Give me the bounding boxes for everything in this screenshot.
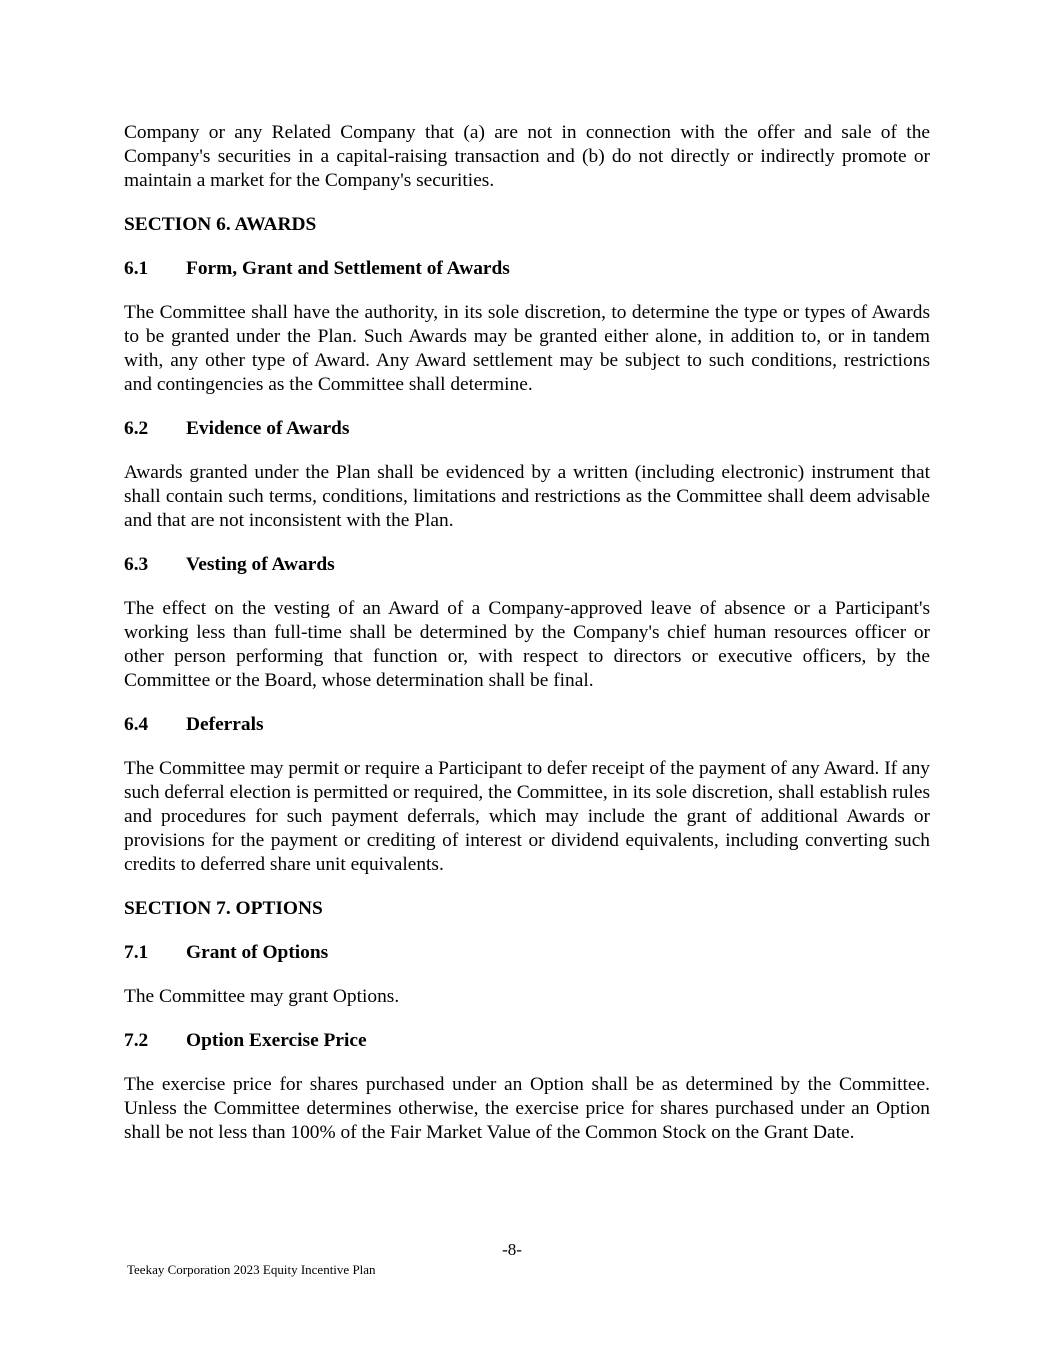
- section-6-1-body: The Committee shall have the authority, in its sole discretion, to determine the type or types of Awards to be granted under the Plan. Such Awards may be granted either alone, in addition to, or in tandem with, any other type of Award. Any Award settlement may be subject to such conditions, restrictions and contingencies as the Committee shall determine.: [124, 302, 930, 395]
- section-7-2-body: The exercise price for shares purchased under an Option shall be as determined by the Committee. Unless the Committee determines otherwise, the exercise price for shares purchased under an Option shall be not less than 100% of the Fair Market Value of the Common Stock on the Grant Date.: [124, 1074, 930, 1143]
- section-title: Vesting of Awards: [186, 554, 335, 575]
- section-number: 6.4: [124, 714, 149, 735]
- section-number: 7.2: [124, 1030, 149, 1051]
- intro-paragraph: Company or any Related Company that (a) are not in connection with the offer and sale of the Company's securities in a capital-raising transaction and (b) do not directly or indirectly promote or maintain a market for the Company's securities.: [124, 122, 930, 191]
- section-title: Evidence of Awards: [186, 418, 350, 439]
- page-number: -8-: [502, 1240, 522, 1259]
- section-7-2-heading: [124, 1029, 930, 1053]
- section-6-1-heading: [124, 257, 930, 281]
- section-7-1-heading: [124, 941, 930, 965]
- section-number: 6.1: [124, 258, 149, 279]
- document-page: [124, 121, 930, 1165]
- section-6-4-heading: [124, 713, 930, 737]
- section-6-3-body: The effect on the vesting of an Award of a Company-approved leave of absence or a Participant's working less than full-time shall be determined by the Company's chief human resources officer or other person performing that function or, with respect to directors or executive officers, by the Committee or the Board, whose determination shall be final.: [124, 598, 930, 691]
- section-title: Deferrals: [186, 714, 264, 735]
- section-6-4-body: The Committee may permit or require a Participant to defer receipt of the payment of any Award. If any such deferral election is permitted or required, the Committee, in its sole discretion, shall establish rules and procedures for such payment deferrals, which may include the grant of additional Awards or provisions for the payment or crediting of interest or dividend equivalents, including converting such credits to deferred share unit equivalents.: [124, 758, 930, 875]
- section-6-heading: SECTION 6. AWARDS: [124, 214, 317, 235]
- section-number: 6.3: [124, 554, 149, 575]
- footer-document-title: Teekay Corporation 2023 Equity Incentive Plan: [127, 1262, 376, 1277]
- section-6-2-body: Awards granted under the Plan shall be evidenced by a written (including electronic) instrument that shall contain such terms, conditions, limitations and restrictions as the Committee shall deem advisable and that are not inconsistent with the Plan.: [124, 462, 930, 531]
- section-6-2-heading: [124, 417, 930, 441]
- section-number: 7.1: [124, 942, 149, 963]
- section-title: Option Exercise Price: [186, 1030, 367, 1051]
- section-title: Form, Grant and Settlement of Awards: [186, 258, 510, 279]
- section-7-heading: SECTION 7. OPTIONS: [124, 898, 323, 919]
- section-title: Grant of Options: [186, 942, 329, 963]
- section-6-3-heading: [124, 553, 930, 577]
- section-number: 6.2: [124, 418, 149, 439]
- section-7-1-body: The Committee may grant Options.: [124, 986, 400, 1007]
